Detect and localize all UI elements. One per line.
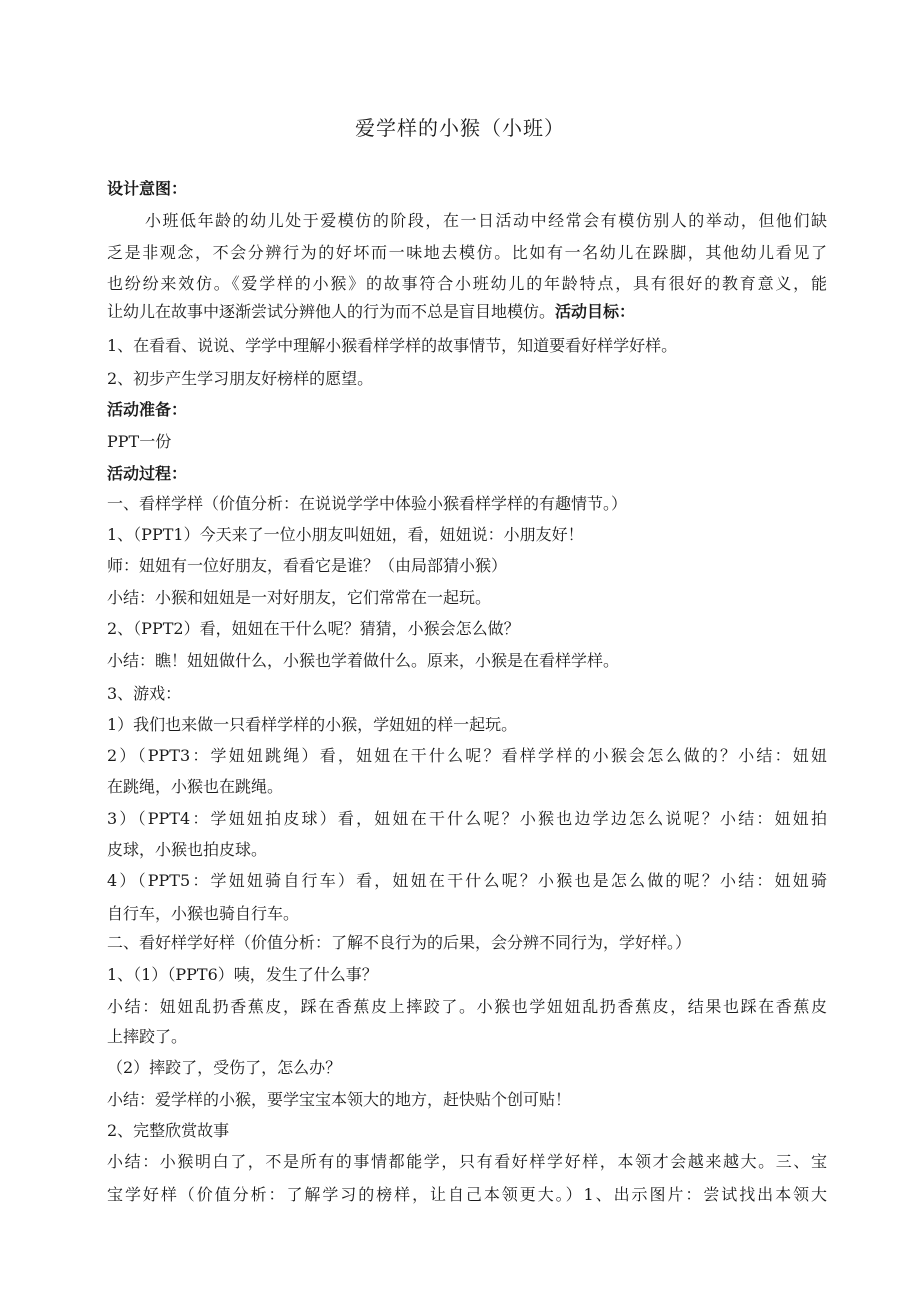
line-text: 活动准备： — [107, 400, 188, 419]
line-text: 3）（PPT4：学妞妞拍皮球）看，妞妞在干什么呢？小猴也边学边怎么说呢？小结：妞妞拍 — [107, 809, 827, 828]
line-text: 小结：爱学样的小猴，要学宝宝本领大的地方，赶快贴个创可贴！ — [107, 1090, 572, 1109]
paragraph-line — [107, 369, 827, 389]
paragraph-line — [107, 965, 827, 985]
line-text: 2、初步产生学习朋友好榜样的愿望。 — [107, 369, 374, 388]
line-text: 活动过程： — [107, 464, 188, 483]
line-text: 也纷纷来效仿。《爱学样的小猴》的故事符合小班幼儿的年龄特点，具有很好的教育意义，能 — [107, 274, 827, 293]
line-text: 小结：瞧！妞妞做什么，小猴也学着做什么。原来，小猴是在看样学样。 — [107, 651, 620, 670]
paragraph-line — [107, 746, 827, 766]
paragraph-line — [107, 243, 827, 263]
line-text: 一、看样学样（价值分析：在说说学学中体验小猴看样学样的有趣情节。） — [107, 494, 628, 513]
line-text: 设计意图： — [107, 179, 188, 198]
section-heading — [107, 464, 827, 484]
line-text: 上摔跤了。 — [107, 1027, 188, 1046]
line-text: 自行车，小猴也骑自行车。 — [107, 904, 300, 923]
paragraph-line — [107, 1090, 827, 1110]
line-text: 3、游戏： — [107, 684, 182, 703]
line-text: 4）（PPT5：学妞妞骑自行车）看，妞妞在干什么呢？小猴也是怎么做的呢？小结：妞妞骑 — [107, 871, 827, 890]
paragraph-line — [107, 684, 827, 704]
section-heading — [107, 400, 827, 420]
line-text: 皮球，小猴也拍皮球。 — [107, 840, 268, 859]
line-text: 1、（1）（PPT6）咦，发生了什么事？ — [107, 965, 378, 984]
paragraph-line — [107, 556, 827, 576]
paragraph-line — [107, 1058, 827, 1078]
paragraph-line — [107, 1152, 827, 1172]
paragraph-line — [107, 809, 827, 829]
paragraph-line — [145, 211, 827, 231]
paragraph-line — [107, 302, 827, 322]
paragraph-line — [107, 432, 827, 452]
paragraph-line — [107, 904, 827, 924]
line-text: 小结：小猴和妞妞是一对好朋友，它们常常在一起玩。 — [107, 588, 492, 607]
line-text: 小结：妞妞乱扔香蕉皮，踩在香蕉皮上摔跤了。小猴也学妞妞乱扔香蕉皮，结果也踩在香蕉皮 — [107, 997, 827, 1016]
line-text: （2）摔跤了，受伤了，怎么办？ — [107, 1058, 342, 1077]
paragraph-line — [107, 1027, 827, 1047]
line-text: 在跳绳，小猴也在跳绳。 — [107, 777, 284, 796]
paragraph-line — [107, 336, 827, 356]
paragraph-line — [107, 871, 827, 891]
inline-heading: 活动目标： — [555, 302, 636, 321]
paragraph-line — [107, 1185, 827, 1205]
paragraph-line — [107, 588, 827, 608]
paragraph-line — [107, 274, 827, 294]
line-text: 让幼儿在故事中逐渐尝试分辨他人的行为而不总是盲目地模仿。 — [107, 302, 556, 321]
line-text: 1、在看看、说说、学学中理解小猴看样学样的故事情节，知道要看好样学好样。 — [107, 336, 678, 355]
line-text: 2、（PPT2）看，妞妞在干什么呢？猜猜，小猴会怎么做？ — [107, 619, 520, 638]
line-text: 小结：小猴明白了，不是所有的事情都能学，只有看好样学好样，本领才会越来越大。三、宝 — [107, 1152, 827, 1171]
line-text: 2、完整欣赏故事 — [107, 1121, 230, 1140]
line-text: 师：妞妞有一位好朋友，看看它是谁？（由局部猜小猴） — [107, 556, 508, 575]
line-text: 2）（PPT3：学妞妞跳绳）看，妞妞在干什么呢？看样学样的小猴会怎么做的？小结：妞妞 — [107, 746, 827, 765]
paragraph-line — [107, 525, 827, 545]
line-text: 1、（PPT1）今天来了一位小朋友叫妞妞，看，妞妞说：小朋友好！ — [107, 525, 584, 544]
paragraph-line — [107, 997, 827, 1017]
paragraph-line — [107, 777, 827, 797]
line-text: 二、看好样学好样（价值分析：了解不良行为的后果，会分辨不同行为，学好样。） — [107, 933, 692, 952]
page-title: 爱学样的小猴（小班） — [355, 116, 565, 140]
line-text: 小班低年龄的幼儿处于爱模仿的阶段，在一日活动中经常会有模仿别人的举动，但他们缺 — [145, 211, 827, 230]
line-text: 1）我们也来做一只看样学样的小猴，学妞妞的样一起玩。 — [107, 715, 518, 734]
paragraph-line — [107, 1121, 827, 1141]
section-heading — [107, 179, 827, 199]
paragraph-line — [107, 933, 827, 953]
line-text: PPT一份 — [107, 432, 172, 451]
paragraph-line — [107, 494, 827, 514]
paragraph-line — [107, 619, 827, 639]
paragraph-line — [107, 840, 827, 860]
paragraph-line — [107, 715, 827, 735]
line-text: 乏是非观念，不会分辨行为的好坏而一味地去模仿。比如有一名幼儿在跺脚，其他幼儿看见了 — [107, 243, 827, 262]
line-text: 宝学好样（价值分析：了解学习的榜样，让自己本领更大。）1、出示图片：尝试找出本领大 — [107, 1185, 827, 1204]
paragraph-line — [107, 651, 827, 671]
